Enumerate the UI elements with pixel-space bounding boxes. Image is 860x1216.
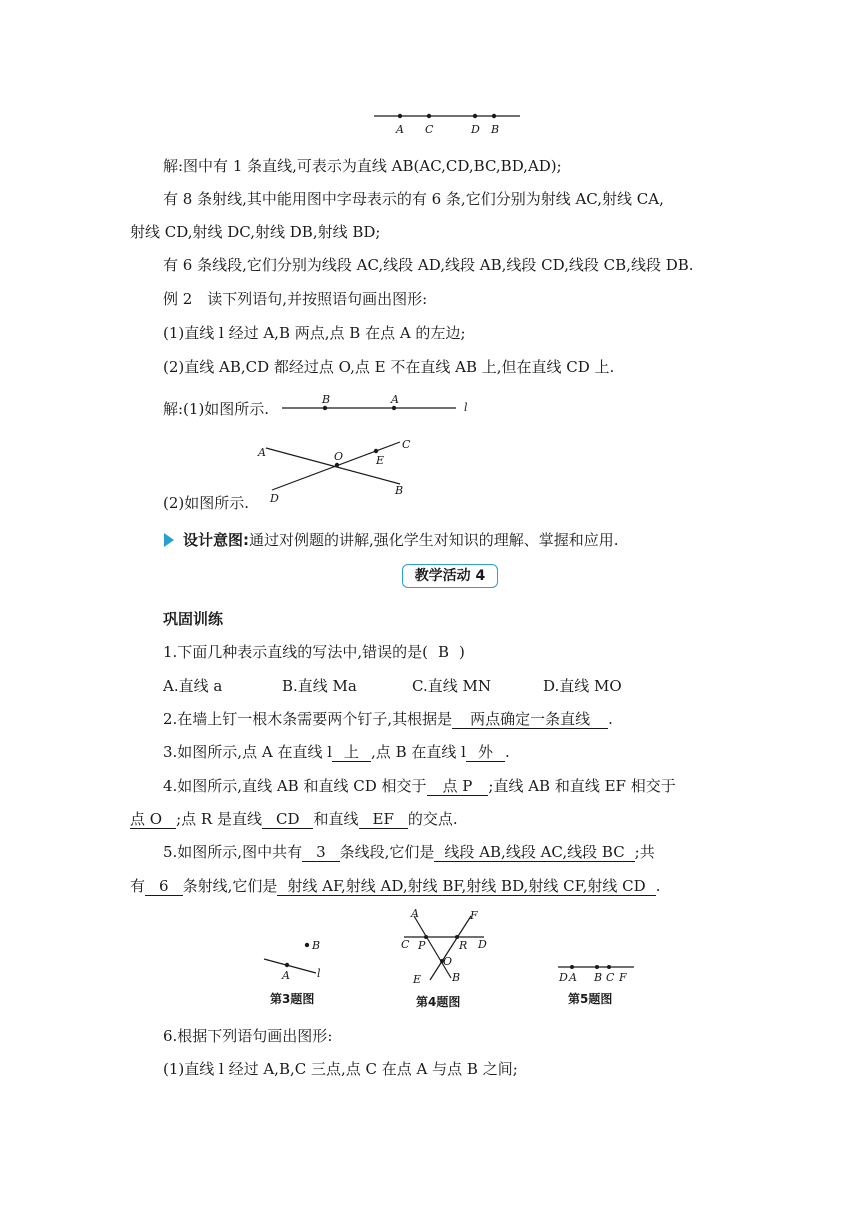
practice-q5-line2	[130, 875, 660, 897]
label-b: B	[594, 971, 603, 984]
triangle-marker-icon	[164, 533, 174, 547]
label-r: R	[459, 939, 468, 952]
label-a: A	[258, 446, 266, 459]
q5-answer-4: 射线 AF,射线 AD,射线 BF,射线 BD,射线 CF,射线 CD	[277, 877, 655, 896]
label-d: D	[270, 492, 279, 504]
label-l: l	[464, 401, 468, 414]
label-a: A	[282, 969, 290, 982]
q4-mid3: 和直线	[313, 810, 359, 828]
figure-line-bal	[280, 394, 480, 416]
solution-line-3: 射线 CD,射线 DC,射线 DB,射线 BD;	[130, 223, 381, 241]
label-d: D	[559, 971, 568, 984]
figure-q4	[396, 908, 506, 1012]
solution-line-2: 有 8 条射线,其中能用图中字母表示的有 6 条,它们分别为射线 AC,射线 CA,	[163, 190, 664, 208]
practice-q6-1: (1)直线 l 经过 A,B,C 三点,点 C 在点 A 与点 B 之间;	[163, 1060, 518, 1078]
q5-text: 5.如图所示,图中共有	[163, 843, 303, 861]
label-a: A	[569, 971, 577, 984]
practice-q3	[163, 741, 510, 763]
q3-end: .	[504, 743, 510, 761]
label-b: B	[452, 971, 461, 984]
q1-option-a: A.直线 a	[163, 677, 223, 695]
practice-q4-line1	[163, 775, 676, 797]
label-b: B	[322, 394, 331, 406]
practice-q5-line1	[163, 841, 655, 863]
example-2-answer-2: (2)如图所示.	[163, 494, 250, 512]
example-2-q2: (2)直线 AB,CD 都经过点 O,点 E 不在直线 AB 上,但在直线 CD 上.	[163, 358, 615, 376]
q4-end: 的交点.	[407, 810, 458, 828]
label-e: E	[413, 973, 422, 986]
q5-text-2: 有	[130, 877, 146, 895]
q5-mid2: ;共	[634, 843, 655, 861]
figure-line-acdb	[370, 106, 530, 138]
q2-end: .	[608, 710, 613, 728]
q4-answer-1: 点 P	[427, 777, 489, 796]
q5-answer-2: 线段 AB,线段 AC,线段 BC	[434, 843, 634, 862]
q3-answer-1: 上	[332, 743, 371, 762]
label-f: F	[470, 909, 478, 922]
q5-end: .	[655, 877, 661, 895]
practice-q1	[163, 641, 465, 663]
label-c: C	[402, 438, 411, 451]
q4-text: 4.如图所示,直线 AB 和直线 CD 相交于	[163, 777, 427, 795]
label-b: B	[491, 123, 500, 136]
figure-q5	[556, 955, 646, 1010]
label-a: A	[411, 908, 419, 920]
q4-mid: ;直线 AB 和直线 EF 相交于	[488, 777, 676, 795]
figure-intersecting-lines	[252, 432, 422, 504]
figure-q3	[260, 935, 340, 1010]
label-f: F	[619, 971, 627, 984]
practice-heading: 巩固训练	[163, 610, 224, 628]
q1-answer: B	[437, 643, 449, 661]
label-a: A	[391, 394, 399, 406]
q1-option-b: B.直线 Ma	[282, 677, 357, 695]
label-b: B	[312, 939, 321, 952]
q3-mid: ,点 B 在直线 l	[371, 743, 466, 761]
example-2-q1: (1)直线 l 经过 A,B 两点,点 B 在点 A 的左边;	[163, 324, 466, 342]
q1-text: 1.下面几种表示直线的写法中,错误的是(	[163, 643, 428, 661]
q2-answer: 两点确定一条直线	[452, 710, 608, 729]
q1-option-c: C.直线 MN	[412, 677, 491, 695]
q3-text: 3.如图所示,点 A 在直线 l	[163, 743, 333, 761]
label-b: B	[395, 484, 404, 497]
q5-answer-1: 3	[302, 843, 340, 862]
q5-answer-3: 6	[145, 877, 183, 896]
q5-mid: 条线段,它们是	[339, 843, 435, 861]
example-2-title: 例 2 读下列语句,并按照语句画出图形:	[163, 290, 428, 308]
solution-line-4: 有 6 条线段,它们分别为线段 AC,线段 AD,线段 AB,线段 CD,线段 CB,线段 DB.	[163, 256, 694, 274]
caption-q4: 第4题图	[416, 995, 461, 1009]
design-intent-label: 设计意图:	[183, 531, 249, 549]
q3-answer-2: 外	[466, 743, 505, 762]
label-p: P	[418, 939, 426, 952]
label-a: A	[396, 123, 404, 136]
label-d: D	[478, 938, 487, 951]
q4-answer-2: 点 O	[130, 810, 176, 829]
q1-option-d: D.直线 MO	[543, 677, 622, 695]
q2-text: 2.在墙上钉一根木条需要两个钉子,其根据是	[163, 710, 453, 728]
example-2-answer-1: 解:(1)如图所示.	[163, 400, 270, 418]
label-l: l	[317, 967, 321, 980]
caption-q5: 第5题图	[568, 992, 613, 1006]
q4-mid2: ;点 R 是直线	[176, 810, 262, 828]
solution-line-1: 解:图中有 1 条直线,可表示为直线 AB(AC,CD,BC,BD,AD);	[163, 157, 562, 175]
label-c: C	[425, 123, 434, 136]
practice-q2	[163, 708, 613, 730]
label-c: C	[401, 938, 410, 951]
label-c: C	[606, 971, 615, 984]
q4-answer-4: EF	[359, 810, 408, 829]
practice-q4-line2	[130, 808, 458, 830]
label-o: O	[334, 450, 344, 463]
design-intent	[183, 529, 619, 551]
label-e: E	[376, 454, 385, 467]
label-o: O	[443, 955, 453, 968]
label-d: D	[471, 123, 480, 136]
practice-q6: 6.根据下列语句画出图形:	[163, 1027, 333, 1045]
q4-answer-3: CD	[262, 810, 314, 829]
q1-end: )	[458, 643, 465, 661]
q5-mid3: 条射线,它们是	[182, 877, 278, 895]
caption-q3: 第3题图	[270, 992, 315, 1006]
design-intent-text: 通过对例题的讲解,强化学生对知识的理解、掌握和应用.	[249, 531, 619, 549]
activity-badge: 教学活动 4	[402, 564, 498, 588]
